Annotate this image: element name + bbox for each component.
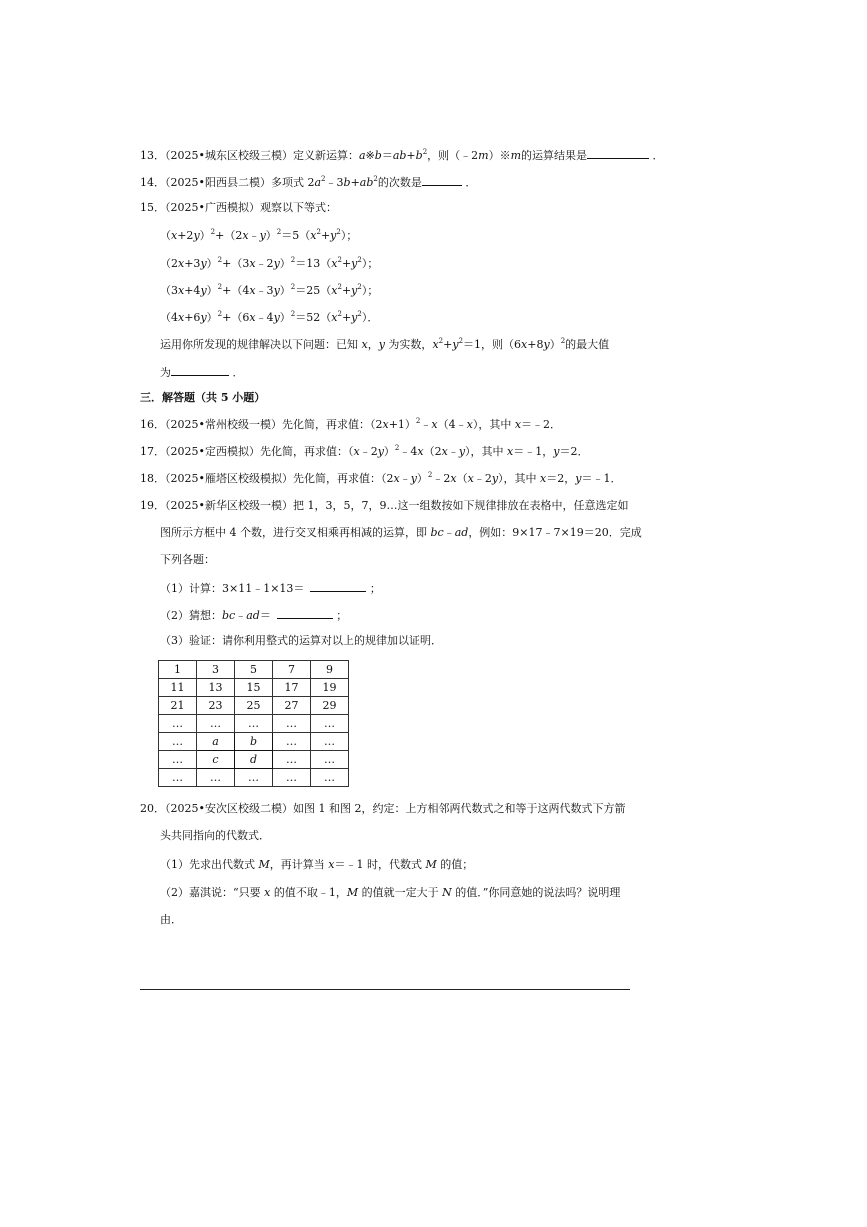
question-19-part3: （3）验证：请你利用整式的运算对以上的规律加以证明．	[160, 634, 442, 647]
text: 的次数是	[377, 176, 422, 189]
text: 如图 1 和图 2，约定：上方相邻两代数式之和等于这两代数式下方箭	[292, 802, 626, 815]
question-15	[140, 200, 337, 216]
var: x	[328, 858, 335, 871]
text: ﹣	[443, 526, 455, 539]
table-cell: 5	[235, 661, 273, 679]
question-number: 19．	[140, 499, 165, 512]
table-row	[159, 715, 349, 733]
exponent: 2	[357, 283, 362, 291]
table-cell: 13	[197, 679, 235, 697]
table-cell: 29	[311, 697, 349, 715]
text: ﹣2	[359, 445, 378, 458]
answer-blank[interactable]	[310, 579, 366, 592]
table-cell: …	[311, 715, 349, 733]
table-row	[159, 751, 349, 769]
var: x	[431, 418, 438, 431]
text: ，再计算当	[269, 858, 329, 871]
text: ＝﹣1．	[581, 472, 622, 485]
var: y	[410, 472, 417, 485]
text: （2）嘉淇说：“只要	[160, 886, 265, 899]
text: +（6	[222, 311, 250, 324]
var: y	[543, 338, 550, 351]
table-cell: …	[311, 769, 349, 787]
table-cell: 9	[311, 661, 349, 679]
question-source: （2025•雁塔区校级模拟）	[165, 472, 293, 485]
exponent: 2	[290, 310, 296, 318]
var: x	[450, 472, 457, 485]
var: x	[264, 886, 271, 899]
var: y	[330, 229, 337, 242]
text: ﹣	[235, 609, 247, 622]
question-source: （2025•新华区校级一模）	[165, 499, 293, 512]
var: b	[374, 149, 382, 162]
var: M	[346, 886, 359, 899]
question-20-part2	[160, 885, 620, 901]
table-cell: …	[273, 733, 311, 751]
text: ，例如：9×17﹣7×19＝20．完成	[468, 526, 642, 539]
text: +	[341, 311, 352, 324]
var: y	[458, 445, 466, 458]
question-source: （2025•广西模拟）	[165, 201, 260, 214]
equation-4	[160, 310, 378, 326]
var: x	[249, 311, 256, 324]
text: ）	[416, 472, 428, 485]
exponent: 2	[427, 471, 433, 479]
table-cell: 15	[235, 679, 273, 697]
text: ）	[549, 338, 561, 351]
text: +	[406, 149, 416, 162]
question-16	[140, 417, 561, 433]
exponent: 2	[458, 337, 464, 345]
text: ）※	[488, 149, 511, 162]
table-cell: 7	[273, 661, 311, 679]
var: m	[478, 149, 489, 162]
exponent: 2	[357, 310, 362, 318]
exponent: 2	[217, 256, 223, 264]
text: +（4	[222, 284, 250, 297]
question-number: 16．	[140, 418, 165, 431]
var: bc	[222, 609, 236, 622]
text: ＝﹣1 时，代数式	[334, 858, 426, 871]
exponent: 2	[321, 175, 326, 183]
text: ）．	[361, 311, 379, 324]
text: （	[456, 472, 468, 485]
text: ﹣2	[473, 472, 492, 485]
exponent: 2	[217, 283, 223, 291]
text: （2	[423, 445, 442, 458]
table-cell: …	[159, 769, 197, 787]
text: ）	[383, 445, 395, 458]
var: y	[200, 284, 207, 297]
question-source: （2025•城东区校级三模）	[165, 149, 293, 162]
text: ；	[366, 582, 381, 595]
text: ※	[365, 149, 375, 162]
var: y	[193, 229, 200, 242]
footer-divider	[140, 989, 630, 990]
number-table	[158, 660, 349, 787]
var: x	[540, 472, 547, 485]
text: +4	[184, 284, 201, 297]
text: ﹣	[447, 445, 459, 458]
text: （3	[160, 284, 178, 297]
text: ＝25（	[295, 284, 332, 297]
text: 先化简，再求值：（2	[292, 472, 394, 485]
question-19-part2	[160, 606, 347, 624]
text: ﹣	[248, 229, 260, 242]
text: +3	[184, 257, 201, 270]
text: +1）	[388, 418, 416, 431]
text: ）；	[361, 257, 379, 270]
text: +	[350, 176, 360, 189]
table-cell: …	[273, 751, 311, 769]
var: x	[417, 445, 424, 458]
answer-blank[interactable]	[277, 606, 333, 619]
text: ﹣3	[255, 284, 274, 297]
var: y	[273, 311, 280, 324]
var: x	[507, 445, 514, 458]
var: y	[377, 445, 384, 458]
text: ）	[265, 229, 277, 242]
text: ＝5（	[281, 229, 311, 242]
text: +	[341, 257, 352, 270]
text: ）	[279, 257, 291, 270]
table-cell: …	[235, 769, 273, 787]
text: （1）计算：3×11﹣1×13＝	[160, 582, 305, 595]
text: 的值不取﹣1，	[270, 886, 347, 899]
exponent: 2	[560, 337, 566, 345]
var: b	[415, 149, 423, 162]
table-cell: a	[197, 733, 235, 751]
text: ）；	[340, 229, 358, 242]
question-14	[140, 173, 476, 191]
question-15-task	[160, 337, 609, 353]
text: 为	[160, 366, 171, 379]
text: 的最大值	[565, 338, 610, 351]
exponent: 2	[357, 256, 362, 264]
text: 图所示方框中 4 个数，进行交叉相乘再相减的运算，即	[160, 526, 431, 539]
text: +	[341, 284, 352, 297]
table-cell: …	[273, 769, 311, 787]
text: ＝52（	[295, 311, 332, 324]
var: x	[353, 445, 360, 458]
text: 先化简，再求值：（2	[281, 418, 383, 431]
text: +（2	[215, 229, 243, 242]
table-cell: 25	[235, 697, 273, 715]
text: ）	[206, 311, 218, 324]
var: x	[514, 418, 522, 431]
table-row	[159, 697, 349, 715]
question-17	[140, 444, 588, 460]
exponent: 2	[337, 310, 342, 318]
text: 把 1，3，5，7，9…这一组数按如下规律排放在表格中，任意选定如	[292, 499, 629, 512]
var: a	[314, 176, 322, 189]
text: （2）猜想：	[160, 609, 222, 622]
table-row	[159, 769, 349, 787]
question-20	[140, 801, 625, 817]
var: y	[200, 257, 207, 270]
answer-blank[interactable]	[422, 173, 462, 186]
table-cell: …	[197, 715, 235, 733]
var: x	[441, 445, 448, 458]
exponent: 2	[394, 444, 400, 452]
exponent: 2	[438, 337, 444, 345]
text: +2	[177, 229, 194, 242]
table-cell: c	[197, 751, 235, 769]
text: +	[443, 338, 453, 351]
text: ．	[461, 176, 477, 189]
equation-3	[160, 283, 378, 299]
text: ）	[279, 311, 291, 324]
text: ）；	[361, 284, 379, 297]
section-heading: 三．解答题（共 5 小题）	[140, 391, 266, 404]
table-cell: …	[159, 751, 197, 769]
var: ab	[392, 149, 407, 162]
var: ad	[454, 526, 469, 539]
table-cell: …	[235, 715, 273, 733]
question-19-line3: 下列各题：	[160, 553, 215, 566]
question-source: （2025•定西模拟）	[165, 445, 260, 458]
table-cell: b	[235, 733, 273, 751]
var: x	[331, 284, 338, 297]
var: x	[310, 229, 317, 242]
var: y	[378, 338, 385, 351]
question-number: 18．	[140, 472, 165, 485]
text: +（3	[222, 257, 250, 270]
var: M	[258, 858, 270, 871]
var: ab	[359, 176, 374, 189]
text: ＝2，	[546, 472, 576, 485]
question-13	[140, 146, 664, 164]
answer-blank[interactable]	[171, 363, 229, 376]
table-row	[159, 661, 349, 679]
text: ﹣4	[255, 311, 274, 324]
text: ＝13（	[295, 257, 332, 270]
table-cell: 21	[159, 697, 197, 715]
var: y	[575, 472, 582, 485]
table-row	[159, 733, 349, 751]
text: 的值就一定大于	[358, 886, 443, 899]
exponent: 2	[422, 148, 428, 156]
exponent: 2	[316, 228, 321, 236]
answer-blank[interactable]	[587, 146, 649, 159]
question-number: 13．	[140, 149, 165, 162]
text: （	[160, 229, 171, 242]
var: y	[273, 257, 280, 270]
text: ），其中	[472, 418, 515, 431]
text: ．	[649, 149, 664, 162]
equation-2	[160, 256, 378, 272]
var: M	[425, 858, 437, 871]
question-number: 20．	[140, 802, 165, 815]
question-15-task-cont	[160, 363, 244, 381]
text: 运用你所发现的规律解决以下问题：已知	[160, 338, 362, 351]
question-20-part2-cont: 由．	[160, 913, 182, 926]
var: m	[510, 149, 522, 162]
question-20-part1	[160, 857, 473, 873]
text: ﹣4	[399, 445, 418, 458]
question-source: （2025•阳西县二模）	[165, 176, 271, 189]
text: （2	[160, 257, 178, 270]
var: x	[178, 284, 185, 297]
var: x	[249, 284, 256, 297]
text: ＝1，则（6	[463, 338, 522, 351]
var: x	[466, 418, 473, 431]
question-20-line2: 头共同指向的代数式．	[160, 829, 270, 842]
var: x	[393, 472, 400, 485]
var: y	[259, 229, 266, 242]
table-cell: …	[159, 715, 197, 733]
var: x	[242, 229, 249, 242]
question-19-part1	[160, 579, 381, 597]
text: 观察以下等式：	[259, 201, 337, 214]
var: bc	[430, 526, 444, 539]
text: ），其中	[498, 472, 541, 485]
var: x	[178, 311, 185, 324]
table-cell: d	[235, 751, 273, 769]
var: x	[249, 257, 256, 270]
text: 的运算结果是	[521, 149, 588, 162]
exponent: 2	[217, 310, 223, 318]
equation-1	[160, 228, 357, 244]
text: ﹣2	[255, 257, 274, 270]
var: y	[351, 311, 358, 324]
text: ）	[206, 257, 218, 270]
var: b	[343, 176, 351, 189]
var: x	[178, 257, 185, 270]
var: x	[361, 338, 368, 351]
var: x	[382, 418, 389, 431]
var: y	[553, 445, 560, 458]
text: 多项式 2	[270, 176, 315, 189]
var: y	[351, 284, 358, 297]
var: x	[171, 229, 178, 242]
text: ＝﹣1，	[513, 445, 554, 458]
text: 定义新运算：	[292, 149, 359, 162]
text: 的值；	[436, 858, 474, 871]
question-source: （2025•安次区校级二模）	[165, 802, 293, 815]
var: x	[432, 338, 439, 351]
exponent: 2	[210, 228, 216, 236]
table-cell: 1	[159, 661, 197, 679]
text: ）	[279, 284, 291, 297]
table-cell: …	[311, 751, 349, 769]
var: x	[521, 338, 528, 351]
question-18	[140, 471, 621, 487]
var: a	[358, 149, 366, 162]
exponent: 2	[337, 283, 342, 291]
text: ﹣	[399, 472, 411, 485]
text: ﹣3	[325, 176, 344, 189]
text: ），其中	[465, 445, 508, 458]
table-cell: …	[273, 715, 311, 733]
exponent: 2	[373, 175, 378, 183]
var: N	[442, 886, 452, 899]
exponent: 2	[290, 283, 296, 291]
text: ＝	[259, 609, 271, 622]
text: 为实数，	[384, 338, 433, 351]
number-table-body	[159, 661, 349, 787]
text: +	[320, 229, 331, 242]
table-cell: 27	[273, 697, 311, 715]
text: （4	[160, 311, 178, 324]
var: x	[331, 257, 338, 270]
var: x	[467, 472, 474, 485]
text: ＝	[381, 149, 393, 162]
exponent: 2	[337, 256, 342, 264]
exponent: 2	[336, 228, 341, 236]
exponent: 2	[290, 256, 296, 264]
text: +8	[527, 338, 544, 351]
text: ，	[367, 338, 379, 351]
text: 的值．”你同意她的说法吗？说明理	[451, 886, 621, 899]
table-cell: 3	[197, 661, 235, 679]
table-row	[159, 679, 349, 697]
text: ＝﹣2．	[521, 418, 562, 431]
question-number: 15．	[140, 201, 165, 214]
text: ）	[206, 284, 218, 297]
text: ﹣	[420, 418, 432, 431]
var: y	[491, 472, 499, 485]
table-cell: 23	[197, 697, 235, 715]
question-source: （2025•常州校级一模）	[165, 418, 282, 431]
question-number: 17．	[140, 445, 165, 458]
text: ）	[199, 229, 211, 242]
text: ，则（﹣2	[427, 149, 479, 162]
table-cell: 11	[159, 679, 197, 697]
text: +6	[184, 311, 201, 324]
exponent: 2	[276, 228, 282, 236]
var: x	[331, 311, 338, 324]
var: ad	[246, 609, 260, 622]
question-number: 14．	[140, 176, 165, 189]
question-19-line2	[160, 525, 642, 541]
table-cell: 17	[273, 679, 311, 697]
var: y	[452, 338, 459, 351]
text: ＝2．	[559, 445, 589, 458]
table-cell: …	[311, 733, 349, 751]
text: （4﹣	[437, 418, 467, 431]
text: （1）先求出代数式	[160, 858, 259, 871]
question-19	[140, 498, 628, 514]
text: 先化简，再求值：（	[259, 445, 354, 458]
exponent: 2	[415, 417, 421, 425]
text: ﹣2	[432, 472, 451, 485]
text: ．	[229, 366, 244, 379]
table-cell: …	[159, 733, 197, 751]
table-cell: …	[197, 769, 235, 787]
var: y	[351, 257, 358, 270]
text: ；	[332, 609, 348, 622]
table-cell: 19	[311, 679, 349, 697]
var: y	[200, 311, 207, 324]
var: y	[273, 284, 280, 297]
